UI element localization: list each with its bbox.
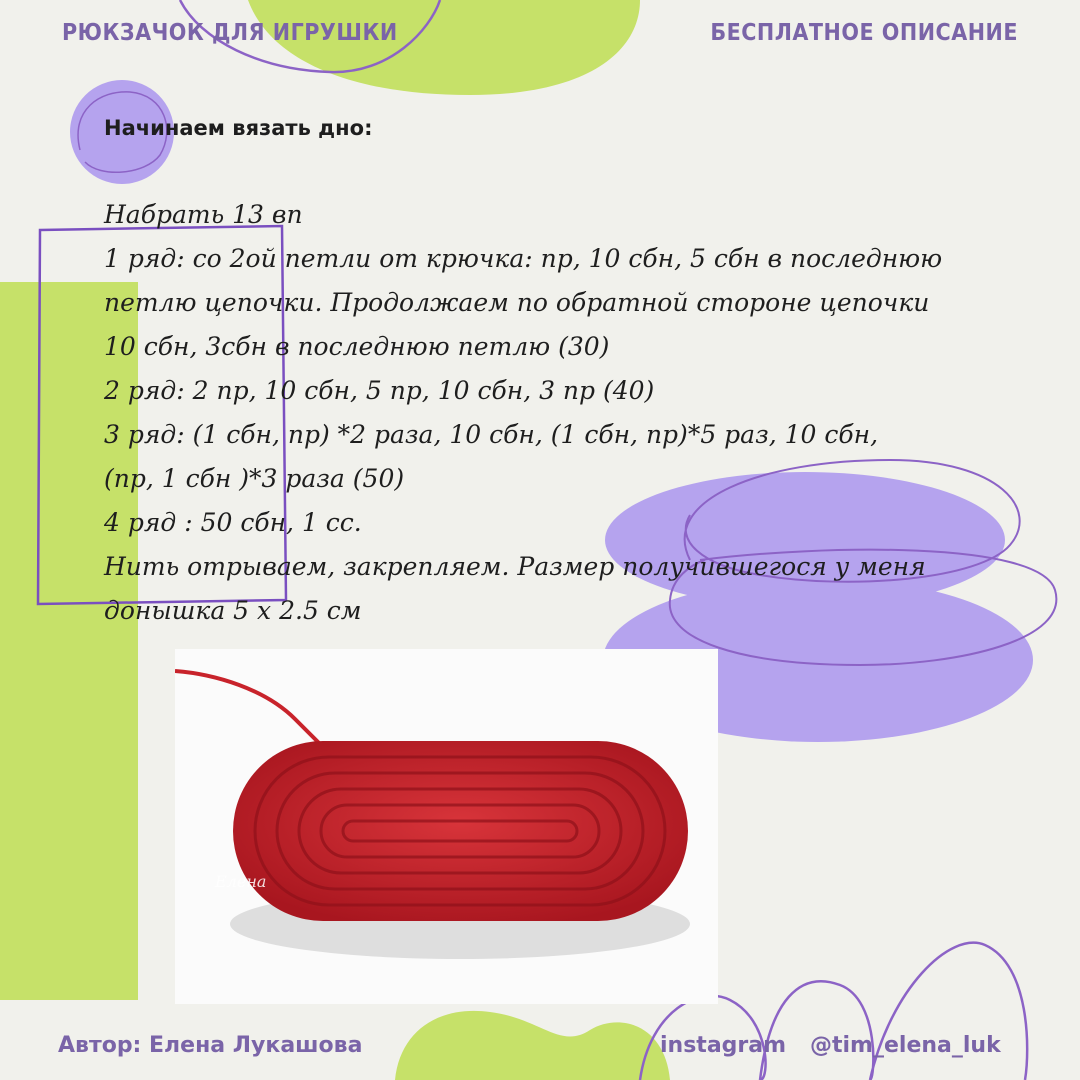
- instruction-line: 3 ряд: (1 сбн, пр) *2 раза, 10 сбн, (1 сбн, пр)*5 раз, 10 сбн,: [104, 420, 879, 449]
- instruction-line: 1 ряд: со 2ой петли от крючка: пр, 10 сбн, 5 сбн в последнюю: [104, 244, 943, 273]
- instruction-line: петлю цепочки. Продолжаем по обратной стороне цепочки: [104, 288, 930, 317]
- footer-instagram-label: instagram: [660, 1033, 787, 1058]
- photo-watermark: Елена: [215, 872, 267, 891]
- crochet-bottom-photo: [175, 649, 718, 1004]
- instruction-line: (пр, 1 сбн )*3 раза (50): [104, 464, 405, 493]
- instruction-line: 10 сбн, 3сбн в последнюю петлю (30): [104, 332, 610, 361]
- instruction-line: 2 ряд: 2 пр, 10 сбн, 5 пр, 10 сбн, 3 пр (40): [104, 376, 655, 405]
- instruction-line: Набрать 13 вп: [104, 200, 303, 229]
- crochet-oval-illustration: [175, 649, 718, 1004]
- top-lime-blob: [248, 0, 640, 95]
- bottom-lime-blob: [395, 1011, 670, 1080]
- footer-instagram-handle[interactable]: @tim_elena_luk: [810, 1033, 1001, 1058]
- header-title-right: БЕСПЛАТНОЕ ОПИСАНИЕ: [710, 20, 1018, 46]
- instruction-line: Нить отрываем, закрепляем. Размер получившегося у меня: [104, 552, 926, 581]
- footer-author: Автор: Елена Лукашова: [58, 1033, 363, 1058]
- instruction-line: донышка 5 х 2.5 см: [104, 596, 362, 625]
- instruction-line: 4 ряд : 50 сбн, 1 сс.: [104, 508, 362, 537]
- section-heading: Начинаем вязать дно:: [104, 116, 373, 140]
- header-title-left: РЮКЗАЧОК ДЛЯ ИГРУШКИ: [62, 20, 398, 46]
- instructions-text: [104, 193, 984, 633]
